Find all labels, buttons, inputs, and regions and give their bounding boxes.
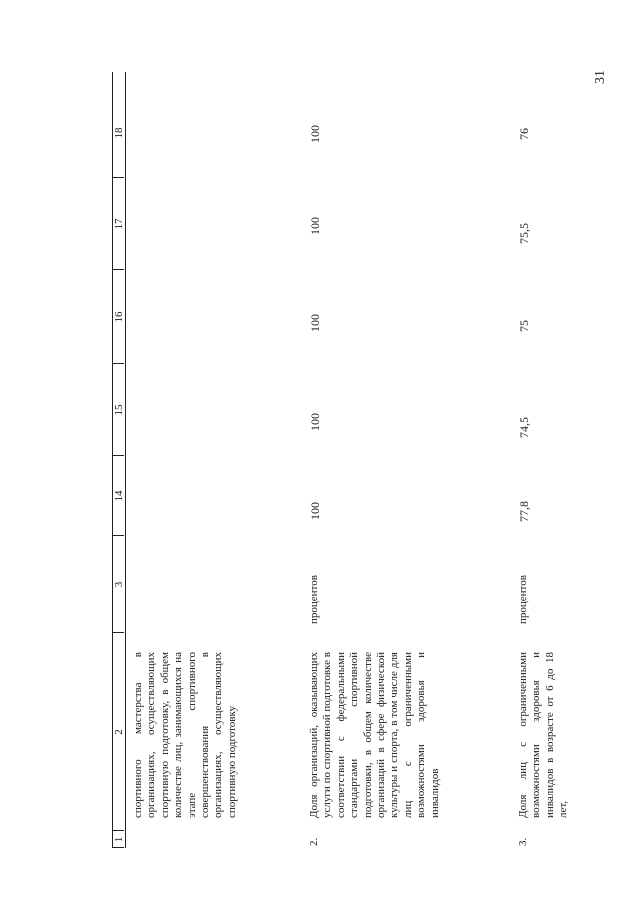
header-col-2: 2 bbox=[113, 729, 125, 735]
row-2-val-16: 100 bbox=[308, 314, 322, 332]
rotated-table-sheet bbox=[112, 72, 608, 848]
row-3-val-16: 75 bbox=[517, 320, 531, 332]
row-1-desc: спортивного мастерства в организациях, осуществляющих спортивную подготовку, в общем количестве лиц, занимающихся на этапе спортивного совершенствования в организациях, осуществляющих спортивную подготовку bbox=[132, 652, 238, 818]
row-3-desc: Доля лиц с ограниченными возможностями здоровья и инвалидов в возрасте от 6 до 18 лет, bbox=[517, 652, 570, 818]
row-3-unit: процентов bbox=[517, 575, 529, 624]
row-3-val-15: 74,5 bbox=[517, 417, 531, 438]
header-col-18: 18 bbox=[113, 127, 125, 139]
row-2-val-17: 100 bbox=[308, 217, 322, 235]
row-3-val-18: 76 bbox=[517, 128, 531, 140]
header-col-3: 3 bbox=[113, 581, 125, 588]
header-col-15: 15 bbox=[113, 404, 125, 416]
row-2-unit: процентов bbox=[308, 575, 320, 624]
row-3-num: 3. bbox=[517, 837, 529, 846]
header-col-16: 16 bbox=[113, 311, 125, 323]
row-2-val-15: 100 bbox=[308, 413, 322, 431]
row-2-num: 2. bbox=[308, 837, 320, 846]
row-3-val-14: 77,8 bbox=[517, 501, 531, 522]
row-2-desc: Доля организаций, оказывающих услуги по спортивной подготовке в соответствии с федеральными стандартами спортивной подготовки, в общем количестве организаций в сфере физической культуры и спорта, в том числе для лиц с ограниченными возможностями здоровья и инвалидов bbox=[308, 652, 441, 818]
header-col-17: 17 bbox=[113, 218, 125, 230]
header-col-1: 1 bbox=[113, 836, 125, 843]
row-2-val-14: 100 bbox=[308, 502, 322, 520]
header-col-14: 14 bbox=[113, 490, 125, 502]
row-3-val-17: 75,5 bbox=[517, 223, 531, 244]
row-2-val-18: 100 bbox=[308, 125, 322, 143]
page-number: 31 bbox=[593, 70, 608, 84]
